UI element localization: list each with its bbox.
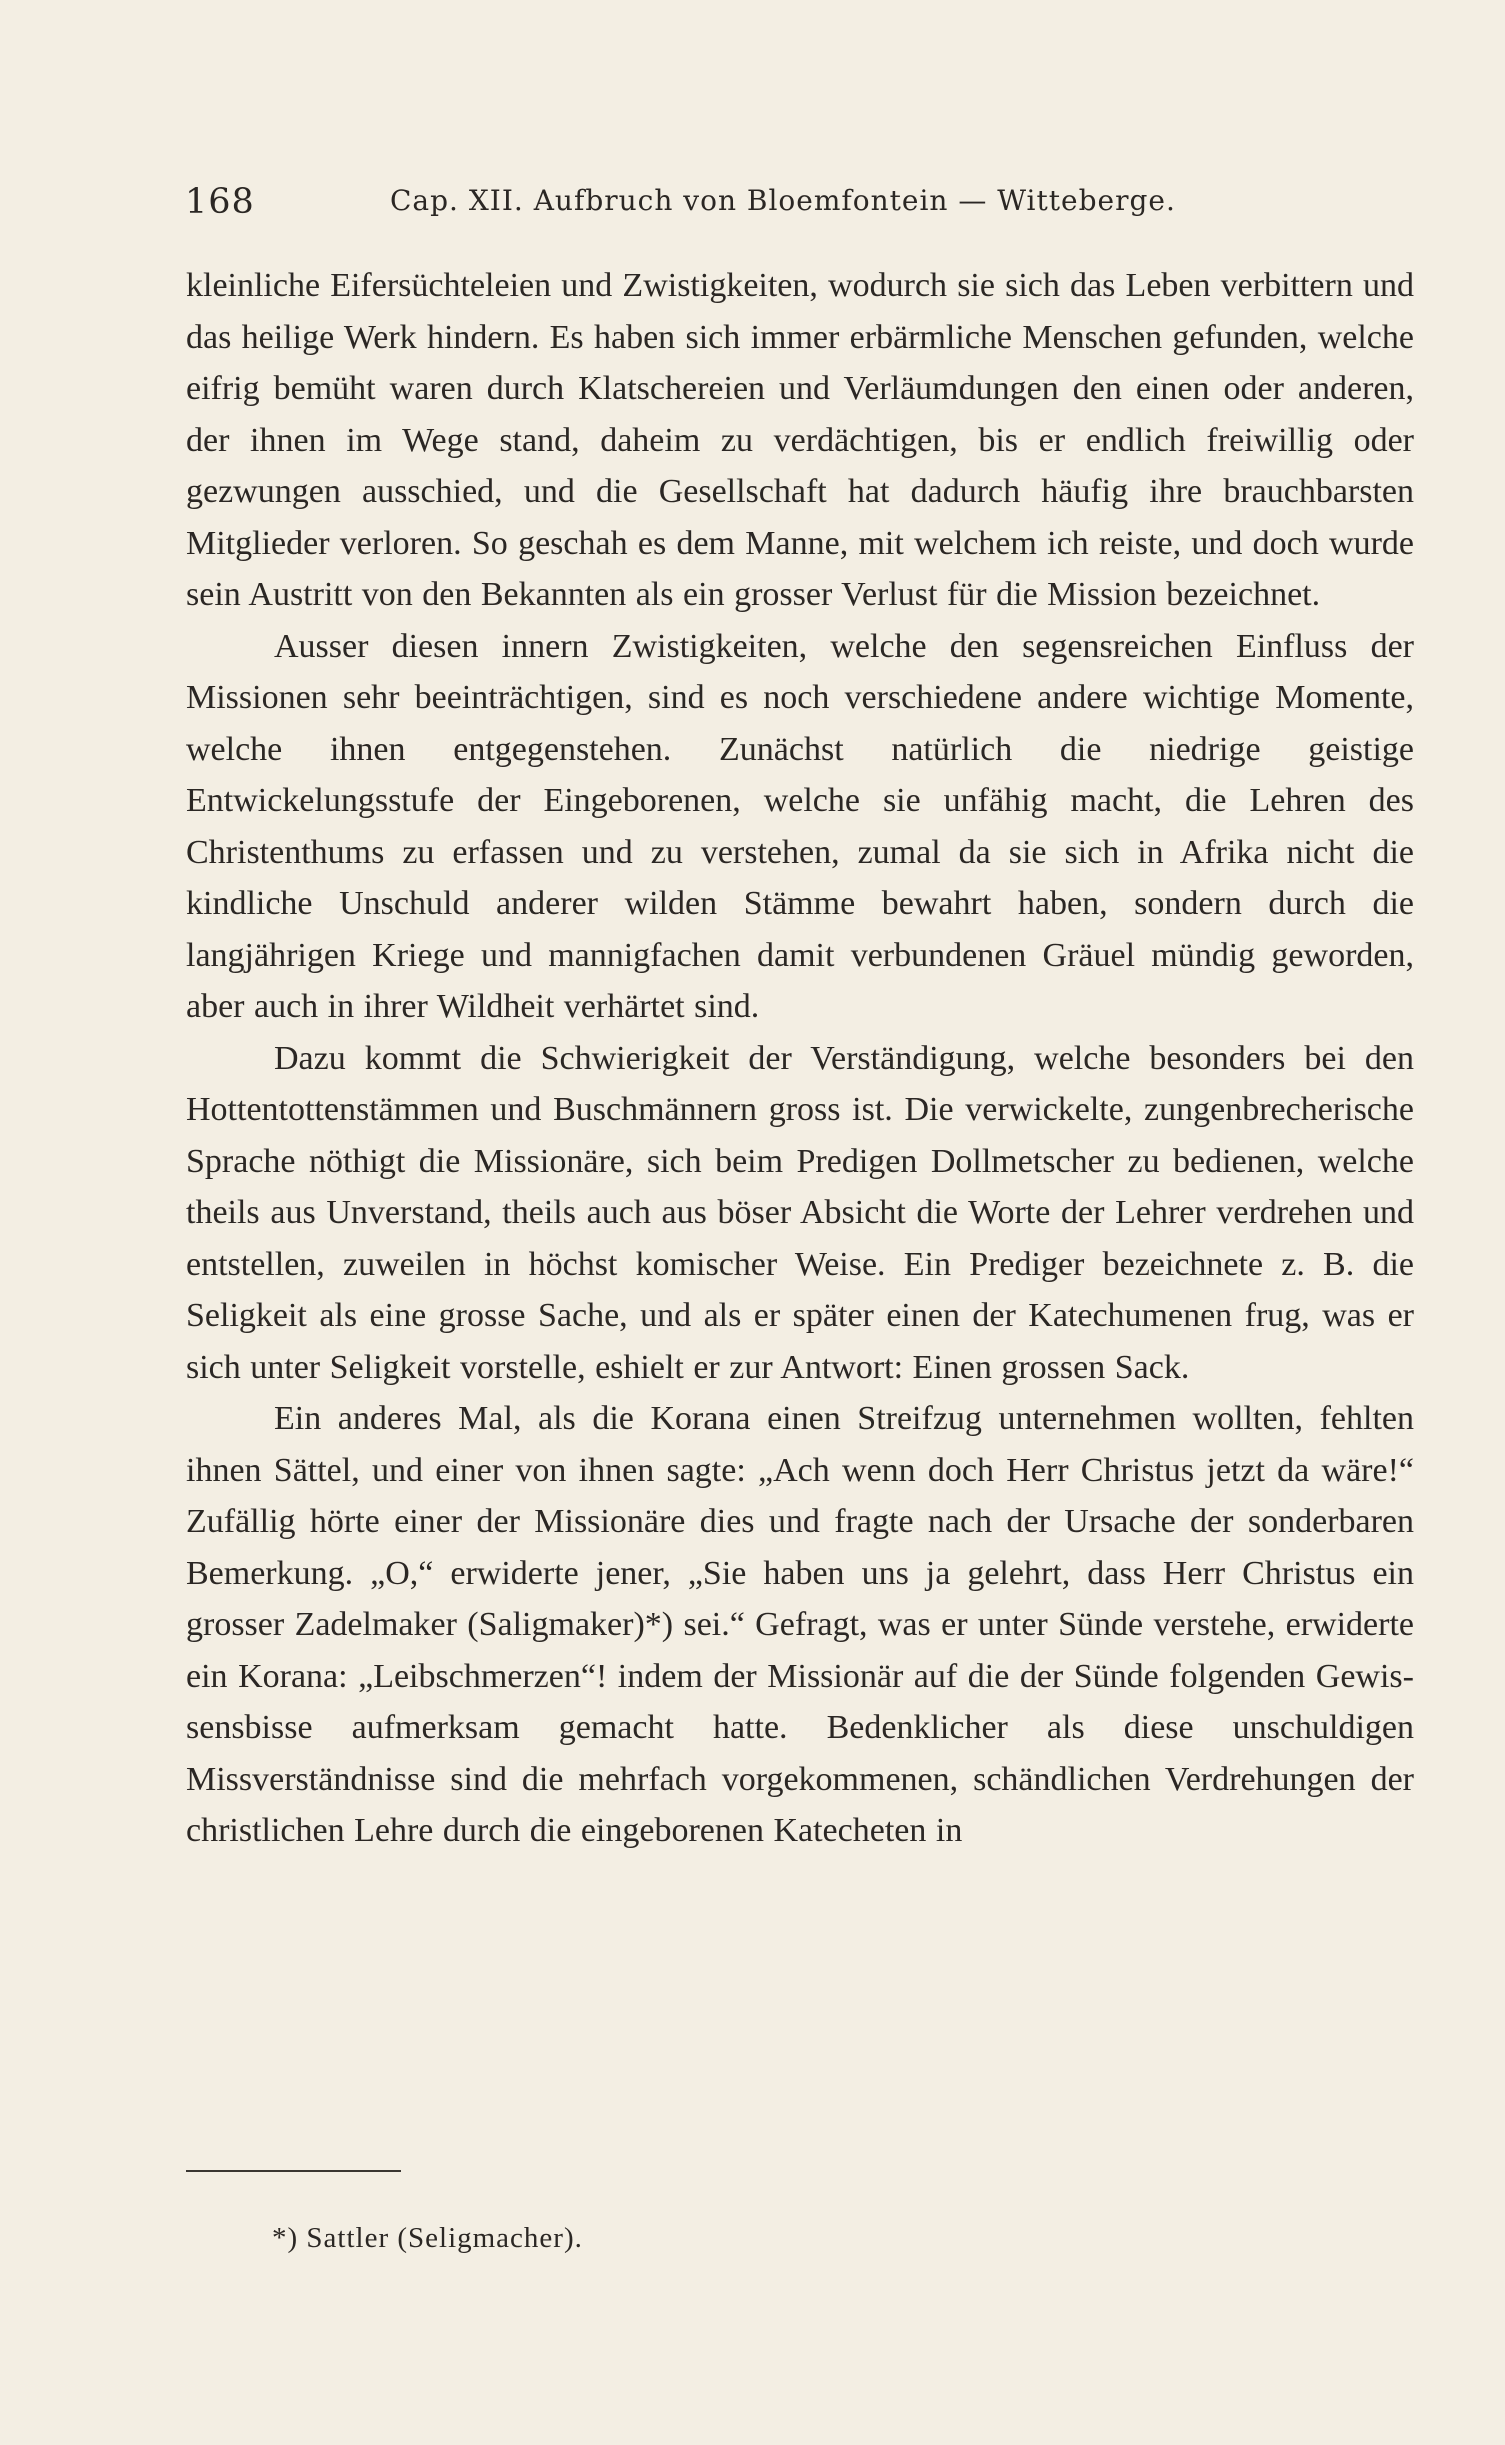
paragraph-3: Dazu kommt die Schwierigkeit der Verständigung, welche besonders bei den Hottentottenstämmen und Buschmännern gross ist. Die verwickelte, zungenbrecherische Sprache nöthigt die Missionäre, sich beim Predigen Dollmetscher zu bedienen, welche theils aus Unverstand, theils auch aus böser Absicht die Worte der Lehrer verdrehen und entstellen, zuweilen in höchst komischer Weise. Ein Prediger bezeichnete z. B. die Seligkeit als eine grosse Sache, und als er später einen der Katechumenen frug, was er sich unter Seligkeit vorstelle, eshielt er zur Antwort: Einen grossen Sack. bbox=[186, 1039, 1414, 1386]
footnote-divider bbox=[186, 2170, 401, 2172]
paragraph-4: Ein anderes Mal, als die Korana einen Streifzug unternehmen wollten, fehlten ihnen Sättel, und einer von ihnen sagte: „Ach wenn doch Herr Christus jetzt da wäre!“ Zufällig hörte einer der Missionäre dies und fragte nach der Ursache der sonderbaren Bemerkung. „O,“ erwiderte jener, „Sie haben uns ja gelehrt, dass Herr Christus ein grosser Zadelmaker (Saligmaker)*) sei.“ Gefragt, was er unter Sünde verstehe, erwiderte ein Korana: „Leibschmerzen“! indem der Missionär auf die der Sünde folgenden Gewissensbisse aufmerksam gemacht hatte. Bedenklicher als diese unschuldigen Missverständnisse sind die mehrfach vorgekommenen, schändlichen Verdrehungen der christlichen Lehre durch die eingeborenen Katecheten in bbox=[186, 1400, 1414, 1849]
paragraph-2: Ausser diesen innern Zwistigkeiten, welche den segensreichen Einfluss der Missionen sehr beeinträchtigen, sind es noch verschiedene andere wichtige Momente, welche ihnen entgegenstehen. Zunächst natürlich die niedrige geistige Entwickelungsstufe der Eingeborenen, welche sie unfähig macht, die Lehren des Christenthums zu erfassen und zu verstehen, zumal da sie sich in Afrika nicht die kindliche Unschuld anderer wilden Stämme bewahrt haben, sondern durch die langjährigen Kriege und mannigfachen damit verbundenen Gräuel mündig geworden, aber auch in ihrer Wildheit verhärtet sind. bbox=[186, 627, 1414, 1025]
body-text bbox=[186, 260, 1414, 1857]
footnote: *) Sattler (Seligmacher). bbox=[272, 2222, 583, 2254]
paragraph-1: kleinliche Eifersüchteleien und Zwistigkeiten, wodurch sie sich das Leben verbittern und das heilige Werk hindern. Es haben sich immer erbärmliche Menschen gefunden, welche eifrig bemüht waren durch Klatschereien und Verläumdungen den einen oder anderen, der ihnen im Wege stand, daheim zu verdächtigen, bis er endlich freiwillig oder gezwungen ausschied, und die Gesellschaft hat dadurch häufig ihre brauchbarsten Mitglieder verloren. So geschah es dem Manne, mit welchem ich reiste, und doch wurde sein Austritt von den Bekannten als ein grosser Verlust für die Mission bezeichnet. bbox=[186, 267, 1414, 613]
running-title: Cap. XII. Aufbruch von Bloemfontein — Witteberge. bbox=[390, 184, 1176, 217]
page-number: 168 bbox=[185, 182, 255, 222]
page-header bbox=[185, 178, 1205, 238]
